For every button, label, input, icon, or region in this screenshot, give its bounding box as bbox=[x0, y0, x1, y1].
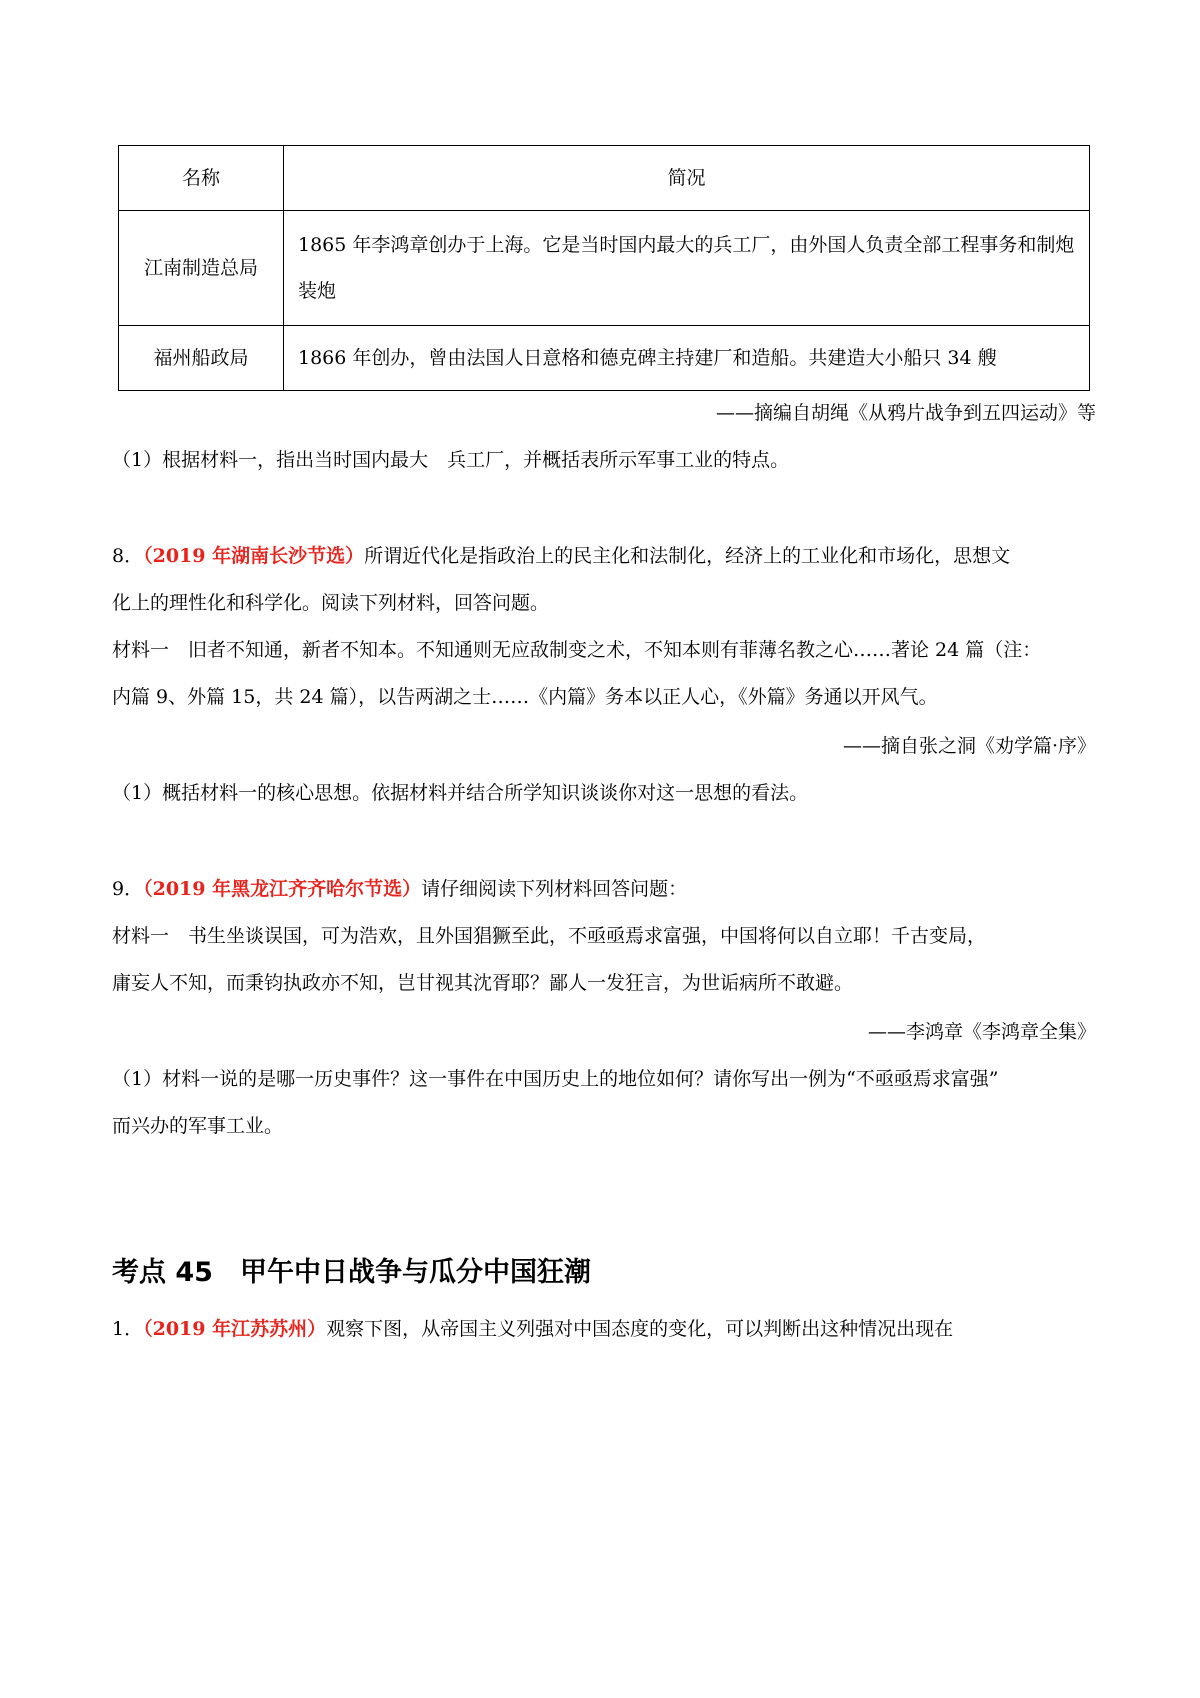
q8-number: 8． bbox=[112, 545, 144, 567]
q9-material-line1: 材料一 书生坐谈误国，可为浩欢，且外国猖獗至此，不亟亟焉求富强，中国将何以自立耶！千古变局， bbox=[112, 925, 987, 947]
table-header-desc: 简况 bbox=[284, 146, 1090, 211]
table-cell-name: 江南制造总局 bbox=[119, 211, 284, 326]
table-cell-name: 福州船政局 bbox=[119, 326, 284, 391]
q8-material-line1: 材料一 旧者不知通，新者不知本。不知通则无应敌制变之术，不知本则有菲薄名教之心……著论 24 篇（注： bbox=[112, 639, 1042, 661]
q9-source: ——李鸿章《李鸿章全集》 bbox=[867, 1021, 1096, 1043]
q1-text: 观察下图，从帝国主义列强对中国态度的变化，可以判断出这种情况出现在 bbox=[326, 1318, 954, 1340]
table-row bbox=[119, 211, 1090, 326]
q8-sub1: （1）概括材料一的核心思想。依据材料并结合所学知识谈谈你对这一思想的看法。 bbox=[112, 782, 809, 804]
q9-intro-line bbox=[112, 874, 687, 901]
q9-material-line2: 庸妄人不知，而秉钧执政亦不知，岂甘视其沈胥耶？鄙人一发狂言，为世诟病所不敢避。 bbox=[112, 972, 854, 994]
q9-tag: （2019 年黑龙江齐齐哈尔节选） bbox=[143, 878, 422, 900]
q1-tag: （2019 年江苏苏州） bbox=[143, 1318, 327, 1340]
q7-sub1: （1）根据材料一，指出当时国内最大 兵工厂，并概括表所示军事工业的特点。 bbox=[112, 449, 790, 471]
q1-line bbox=[112, 1314, 953, 1341]
table-row bbox=[119, 326, 1090, 391]
q1-number: 1． bbox=[112, 1318, 144, 1340]
table-header-name: 名称 bbox=[119, 146, 284, 211]
q9-number: 9． bbox=[112, 878, 144, 900]
q9-sub1-line1: （1）材料一说的是哪一历史事件？这一事件在中国历史上的地位如何？请你写出一例为“不亟亟焉求富强” bbox=[112, 1068, 999, 1090]
q8-intro: 所谓近代化是指政治上的民主化和法制化，经济上的工业化和市场化，思想文 bbox=[364, 545, 1011, 567]
table-cell-desc: 1866 年创办，曾由法国人日意格和德克碑主持建厂和造船。共建造大小船只 34 艘 bbox=[284, 326, 1090, 391]
table-cell-desc: 1865 年李鸿章创办于上海。它是当时国内最大的兵工厂，由外国人负责全部工程事务和制炮装炮 bbox=[284, 211, 1090, 326]
q8-intro-line1 bbox=[112, 541, 1010, 568]
q8-intro-line2: 化上的理性化和科学化。阅读下列材料，回答问题。 bbox=[112, 592, 550, 614]
q8-material-line2: 内篇 9、外篇 15，共 24 篇），以告两湖之士……《内篇》务本以正人心，《外篇》务通以开风气。 bbox=[112, 686, 938, 708]
q8-source: ——摘自张之洞《劝学篇·序》 bbox=[842, 735, 1096, 757]
q9-sub1-line2: 而兴办的军事工业。 bbox=[112, 1115, 284, 1137]
q9-intro: 请仔细阅读下列材料回答问题： bbox=[421, 878, 688, 900]
q7-source: ——摘编自胡绳《从鸦片战争到五四运动》等 bbox=[715, 402, 1096, 424]
industry-table bbox=[118, 145, 1090, 391]
q8-tag: （2019 年湖南长沙节选） bbox=[143, 545, 365, 567]
section-heading: 考点 45 甲午中日战争与瓜分中国狂潮 bbox=[112, 1257, 591, 1288]
